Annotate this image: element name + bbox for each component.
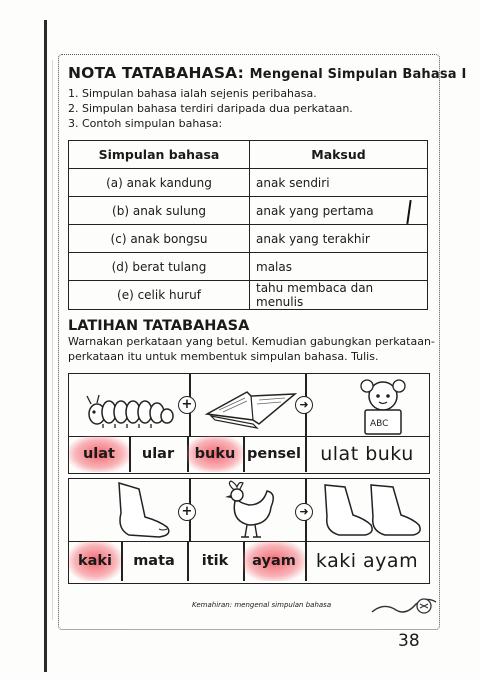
- bare-feet-picture: [315, 479, 427, 541]
- table-cell-phrase: (b) anak sulung: [69, 197, 250, 225]
- word-choices-row: [69, 436, 429, 472]
- picture-row: [69, 374, 429, 437]
- exercise-title: LATIHAN TATABAHASA: [68, 318, 250, 334]
- word-choice[interactable]: itik: [201, 553, 229, 569]
- table-cell-meaning: anak sendiri: [250, 169, 428, 197]
- footer-caption: Kemahiran: mengenal simpulan bahasa: [192, 601, 332, 609]
- table-cell-meaning: anak yang terakhir: [250, 225, 428, 253]
- svg-text:ABC: ABC: [370, 419, 389, 429]
- page-fold-line: [52, 60, 53, 620]
- title-subtitle: Mengenal Simpulan Bahasa I: [249, 67, 467, 82]
- answer-field[interactable]: kaki ayam: [315, 550, 419, 572]
- exercise-instruction-1: Warnakan perkataan yang betul. Kemudian gabungkan perkataan-: [68, 335, 435, 348]
- table-cell-meaning: malas: [250, 253, 428, 281]
- foot-picture: [89, 479, 179, 541]
- word-choice[interactable]: mata: [133, 553, 175, 569]
- table-row: [69, 197, 428, 225]
- girl-reading-picture: [339, 374, 427, 436]
- plus-icon: +: [178, 503, 196, 521]
- exercise-instruction-2: perkataan itu untuk membentuk simpulan bahasa. Tulis.: [68, 350, 379, 363]
- page-number: 38: [398, 631, 420, 651]
- table-row: [69, 253, 428, 281]
- picture-row: [69, 479, 429, 542]
- table-header-row: [69, 141, 428, 169]
- table-row: [69, 281, 428, 310]
- word-choice[interactable]: pensel: [247, 446, 301, 462]
- page-title: [68, 64, 467, 82]
- table-cell-phrase: (c) anak bongsu: [69, 225, 250, 253]
- table-header: Maksud: [250, 141, 428, 169]
- word-choice-selected[interactable]: kaki: [69, 541, 121, 581]
- word-choice-selected[interactable]: buku: [187, 436, 243, 472]
- table-cell-meaning: tahu membaca dan menulis: [250, 281, 428, 310]
- caterpillar-picture: [69, 374, 189, 436]
- note-line-3: 3. Contoh simpulan bahasa:: [68, 117, 223, 130]
- word-choice[interactable]: ular: [141, 446, 175, 462]
- table-cell-phrase: (e) celik huruf: [69, 281, 250, 310]
- arrow-right-icon: ➜: [295, 396, 313, 414]
- table-cell-phrase: (d) berat tulang: [69, 253, 250, 281]
- table-row: [69, 225, 428, 253]
- decorative-doodle-icon: [370, 590, 440, 620]
- word-choices-row: [69, 541, 429, 581]
- plus-icon: +: [178, 396, 196, 414]
- title-label: NOTA TATABAHASA:: [68, 64, 245, 82]
- note-line-1: 1. Simpulan bahasa ialah sejenis peribahasa.: [68, 87, 317, 100]
- word-choice-selected[interactable]: ayam: [243, 541, 305, 581]
- book-spine: [44, 20, 47, 672]
- word-choice-selected[interactable]: ulat: [69, 436, 129, 472]
- table-cell-meaning: anak yang pertama: [250, 197, 428, 225]
- exercise-question-1: [68, 373, 430, 474]
- table-header: Simpulan bahasa: [69, 141, 250, 169]
- table-cell-phrase: (a) anak kandung: [69, 169, 250, 197]
- simpulan-table: [68, 140, 428, 310]
- exercise-question-2: [68, 478, 430, 584]
- note-line-2: 2. Simpulan bahasa terdiri daripada dua perkataan.: [68, 102, 353, 115]
- rooster-picture: [209, 479, 289, 541]
- table-row: [69, 169, 428, 197]
- answer-field[interactable]: ulat buku: [320, 443, 414, 465]
- open-book-picture: [197, 374, 305, 436]
- arrow-right-icon: ➜: [295, 503, 313, 521]
